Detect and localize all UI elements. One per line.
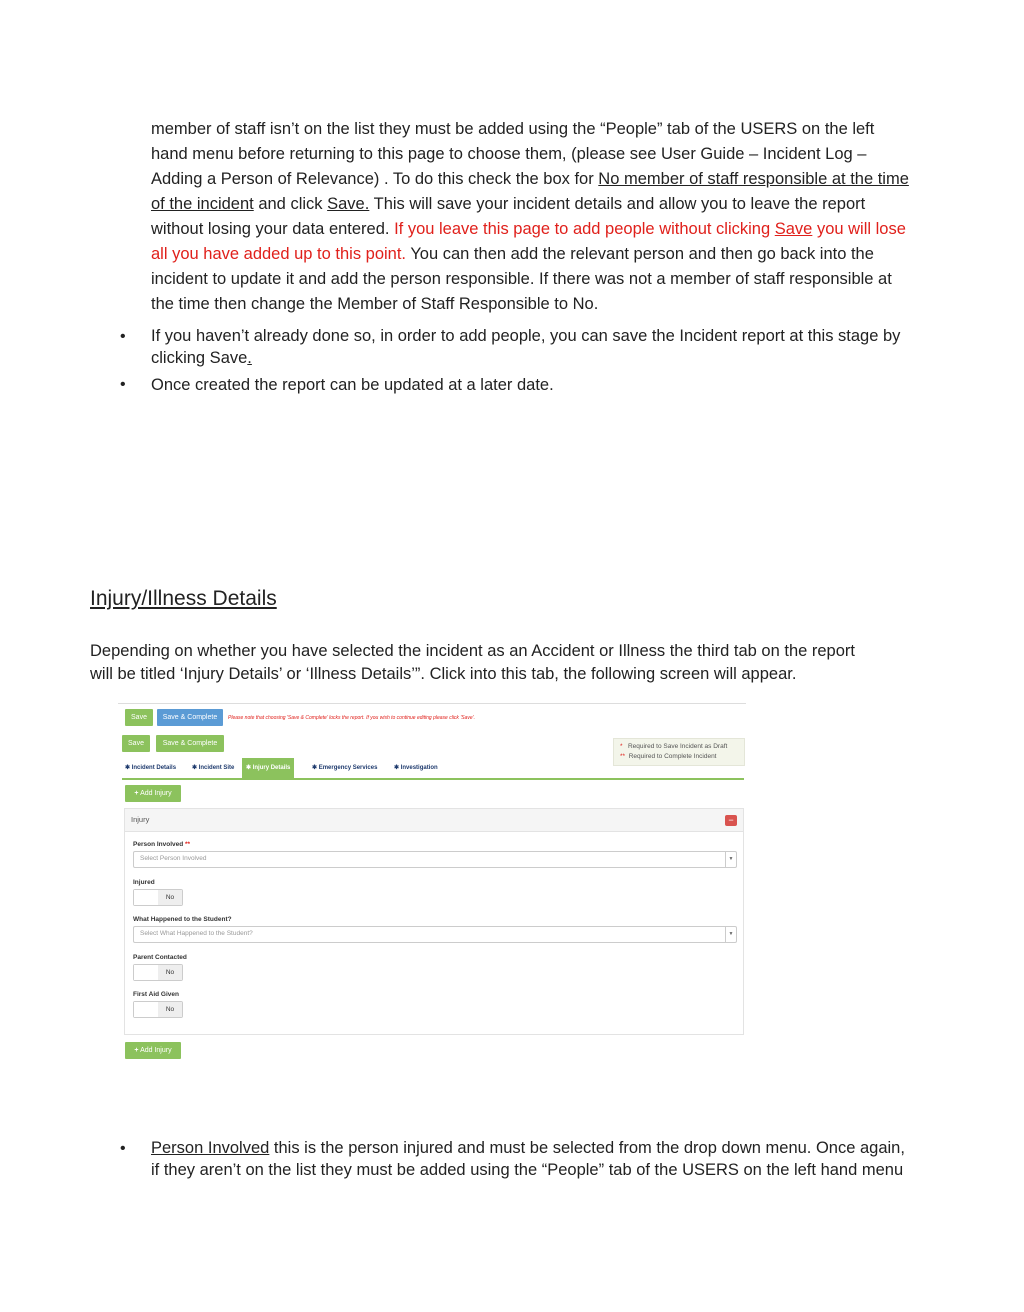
injury-panel [124, 808, 744, 1035]
bullet-glyph: • [120, 376, 126, 393]
bullet-line: if they aren’t on the list they must be added using the “People” tab of the USERS on the left hand menu [151, 1161, 904, 1179]
legend-text: Required to Complete Incident [628, 753, 717, 760]
person-involved-label [133, 841, 190, 848]
bullet-item [151, 373, 951, 398]
toggle-knob [134, 1002, 159, 1017]
toggle-value: No [158, 890, 182, 905]
warning-text: you will lose [812, 220, 906, 238]
underlined-text: . [247, 349, 252, 367]
top-save-button[interactable]: Save [125, 709, 153, 726]
tab-emergency-services[interactable]: ✱ Emergency Services [312, 765, 378, 771]
toggle-value: No [158, 965, 182, 980]
chevron-down-icon: ▼ [725, 927, 736, 942]
add-injury-bottom-button[interactable] [125, 1042, 181, 1059]
tab-injury-details[interactable]: ✱ Injury Details [242, 758, 294, 778]
underlined-text: Save. [327, 195, 370, 213]
intro-line-5 [151, 217, 951, 242]
bullet-line [151, 347, 951, 369]
panel-title: Injury [131, 815, 150, 824]
plus-icon: + [134, 1047, 139, 1054]
top-save-complete-button[interactable]: Save & Complete [157, 709, 223, 726]
tab-incident-site[interactable]: ✱ Incident Site [192, 765, 235, 771]
bullet-glyph: • [120, 1140, 126, 1157]
first-aid-label: First Aid Given [133, 991, 179, 998]
paragraph-line: will be titled ‘Injury Details’ or ‘Illness Details’”. Click into this tab, the following screen will appear. [90, 665, 797, 683]
intro-line-3 [151, 167, 951, 192]
legend-row [620, 743, 727, 750]
bullet-line: If you haven’t already done so, in order to add people, you can save the Incident report at this stage by [151, 327, 901, 345]
intro-line-1: member of staff isn’t on the list they must be added using the “People” tab of the USERS on the left [151, 120, 875, 138]
bullet-item [151, 325, 951, 369]
label-text: Person Involved [133, 841, 184, 848]
warning-underlined-text: Save [774, 220, 813, 238]
remove-icon[interactable]: − [725, 815, 737, 826]
intro-line-4 [151, 192, 951, 217]
underlined-text: Person Involved [151, 1139, 270, 1157]
parent-contacted-label: Parent Contacted [133, 954, 187, 961]
text: Adding a Person of Relevance) . To do this check the box for [151, 170, 599, 188]
plus-icon: + [134, 790, 139, 797]
toggle-knob [134, 965, 159, 980]
first-aid-toggle[interactable] [133, 1001, 183, 1018]
required-mark: * [620, 743, 623, 750]
bullet-line: Once created the report can be updated at a later date. [151, 376, 554, 394]
intro-paragraph [151, 117, 951, 317]
intro-line-8: the time then change the Member of Staff Responsible to No. [151, 295, 599, 313]
person-involved-select[interactable] [133, 851, 737, 868]
intro-line-6 [151, 242, 951, 267]
tab-investigation[interactable]: ✱ Investigation [394, 765, 438, 771]
injured-toggle[interactable] [133, 889, 183, 906]
bullet-item [151, 1137, 951, 1181]
required-mark: ** [185, 841, 191, 848]
button-label: Add Injury [140, 1047, 172, 1054]
injured-label: Injured [133, 879, 155, 886]
select-placeholder: Select Person Involved [140, 855, 207, 862]
text: and click [253, 195, 328, 213]
save-complete-button[interactable]: Save & Complete [156, 735, 224, 752]
text: This will save your incident details and allow you to leave the report [369, 195, 866, 213]
lock-warning-note: Please note that choosing 'Save & Complete' locks the report. If you wish to continue editing please click 'Save'. [228, 715, 476, 721]
warning-text: all you have added up to this point. [151, 245, 407, 263]
embedded-screenshot [118, 703, 746, 1061]
add-injury-button[interactable] [125, 785, 181, 802]
section-paragraph [90, 640, 970, 686]
save-button[interactable]: Save [122, 735, 150, 752]
what-happened-label: What Happened to the Student? [133, 916, 232, 923]
bullet-glyph: • [120, 328, 126, 345]
text: without losing your data entered. [151, 220, 395, 238]
paragraph-line: Depending on whether you have selected the incident as an Accident or Illness the third tab on the report [90, 642, 855, 660]
legend-text: Required to Save Incident as Draft [627, 743, 728, 750]
text: this is the person injured and must be selected from the drop down menu. Once again, [269, 1139, 905, 1157]
intro-line-7: incident to update it and add the person responsible. If there was not a member of staff responsible at [151, 270, 892, 288]
underlined-text: of the incident [151, 195, 254, 213]
toggle-value: No [158, 1002, 182, 1017]
panel-header [125, 809, 743, 832]
tab-bar [122, 758, 744, 780]
what-happened-select[interactable] [133, 926, 737, 943]
section-heading: Injury/Illness Details [90, 587, 277, 610]
intro-line-2: hand menu before returning to this page to choose them, (please see User Guide – Incident Log – [151, 145, 867, 163]
parent-contacted-toggle[interactable] [133, 964, 183, 981]
text: clicking Save [151, 349, 248, 367]
toggle-knob [134, 890, 159, 905]
underlined-text: No member of staff responsible at the time [598, 170, 909, 188]
chevron-down-icon: ▼ [725, 852, 736, 867]
tab-incident-details[interactable]: ✱ Incident Details [125, 765, 177, 771]
warning-text: If you leave this page to add people without clicking [394, 220, 775, 238]
bullet-line [151, 1137, 951, 1159]
text: You can then add the relevant person and then go back into the [406, 245, 874, 263]
select-placeholder: Select What Happened to the Student? [140, 930, 253, 937]
button-label: Add Injury [140, 790, 172, 797]
required-mark: ** [620, 753, 626, 760]
